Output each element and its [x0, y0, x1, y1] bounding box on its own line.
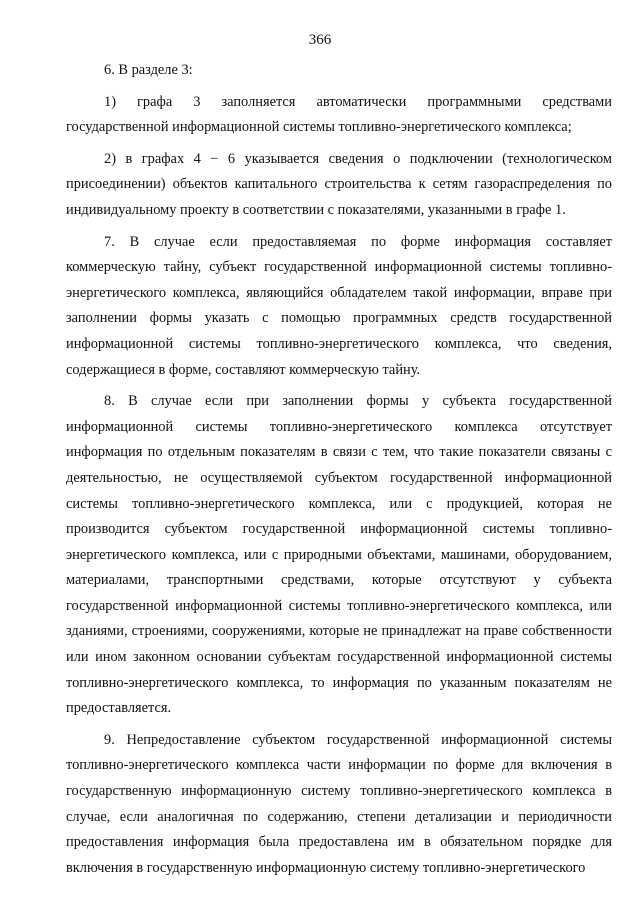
paragraph-8-missing-info: 8. В случае если при заполнении формы у субъекта государственной информационной системы топливно-энергетического комплекса отсутствует информация по отдельным показателям в связи с тем, что такие показатели связаны с деятельностью, не осуществляемой субъектом государственной информационной системы топливно-энергетического комплекса, или с продукцией, которая не производится субъектом государственной информационной системы топливно-энергетического комплекса, или с природными объектами, машинами, оборудованием, материалами, транспортными средствами, которые отсутствуют у субъекта государственной информационной системы топливно-энергетического комплекса, или зданиями, строениями, сооружениями, которые не принадлежат на праве собственности или ином законном основании субъектам государственной информационной системы топливно-энергетического комплекса, то информация по указанным показателям не предоставляется.: [66, 393, 612, 717]
paragraph-section-6: 6. В разделе 3:: [104, 62, 193, 78]
paragraph-7-commercial-secret: 7. В случае если предоставляемая по форме информация составляет коммерческую тайну, субъект государственной информационной системы топливно-энергетического комплекса, являющийся обладателем такой информации, вправе при заполнении формы указать с помощью программных средств государственной информационной системы топливно-энергетического комплекса, что сведения, содержащиеся в форме, составляют коммерческую тайну.: [66, 233, 612, 378]
document-body: [66, 58, 612, 881]
paragraph-column-3: 1) графа 3 заполняется автоматически программными средствами государственной информационной системы топливно-энергетического комплекса;: [66, 93, 612, 136]
page-number: 366: [308, 32, 332, 48]
paragraph-columns-4-6: 2) в графах 4 − 6 указывается сведения о подключении (технологическом присоединении) объектов капитального строительства к сетям газораспределения по индивидуальному проекту в соответствии с показателями, указанными в графе 1.: [66, 150, 612, 218]
paragraph-9-non-provision: 9. Непредоставление субъектом государственной информационной системы топливно-энергетического комплекса части информации по форме для включения в государственную информационную систему топливно-энергетического комплекса в случае, если аналогичная по содержанию, степени детализации и периодичности предоставления информация была предоставлена им в обязательном порядке для включения в государственную информационную систему топливно-энергетического: [66, 731, 612, 876]
